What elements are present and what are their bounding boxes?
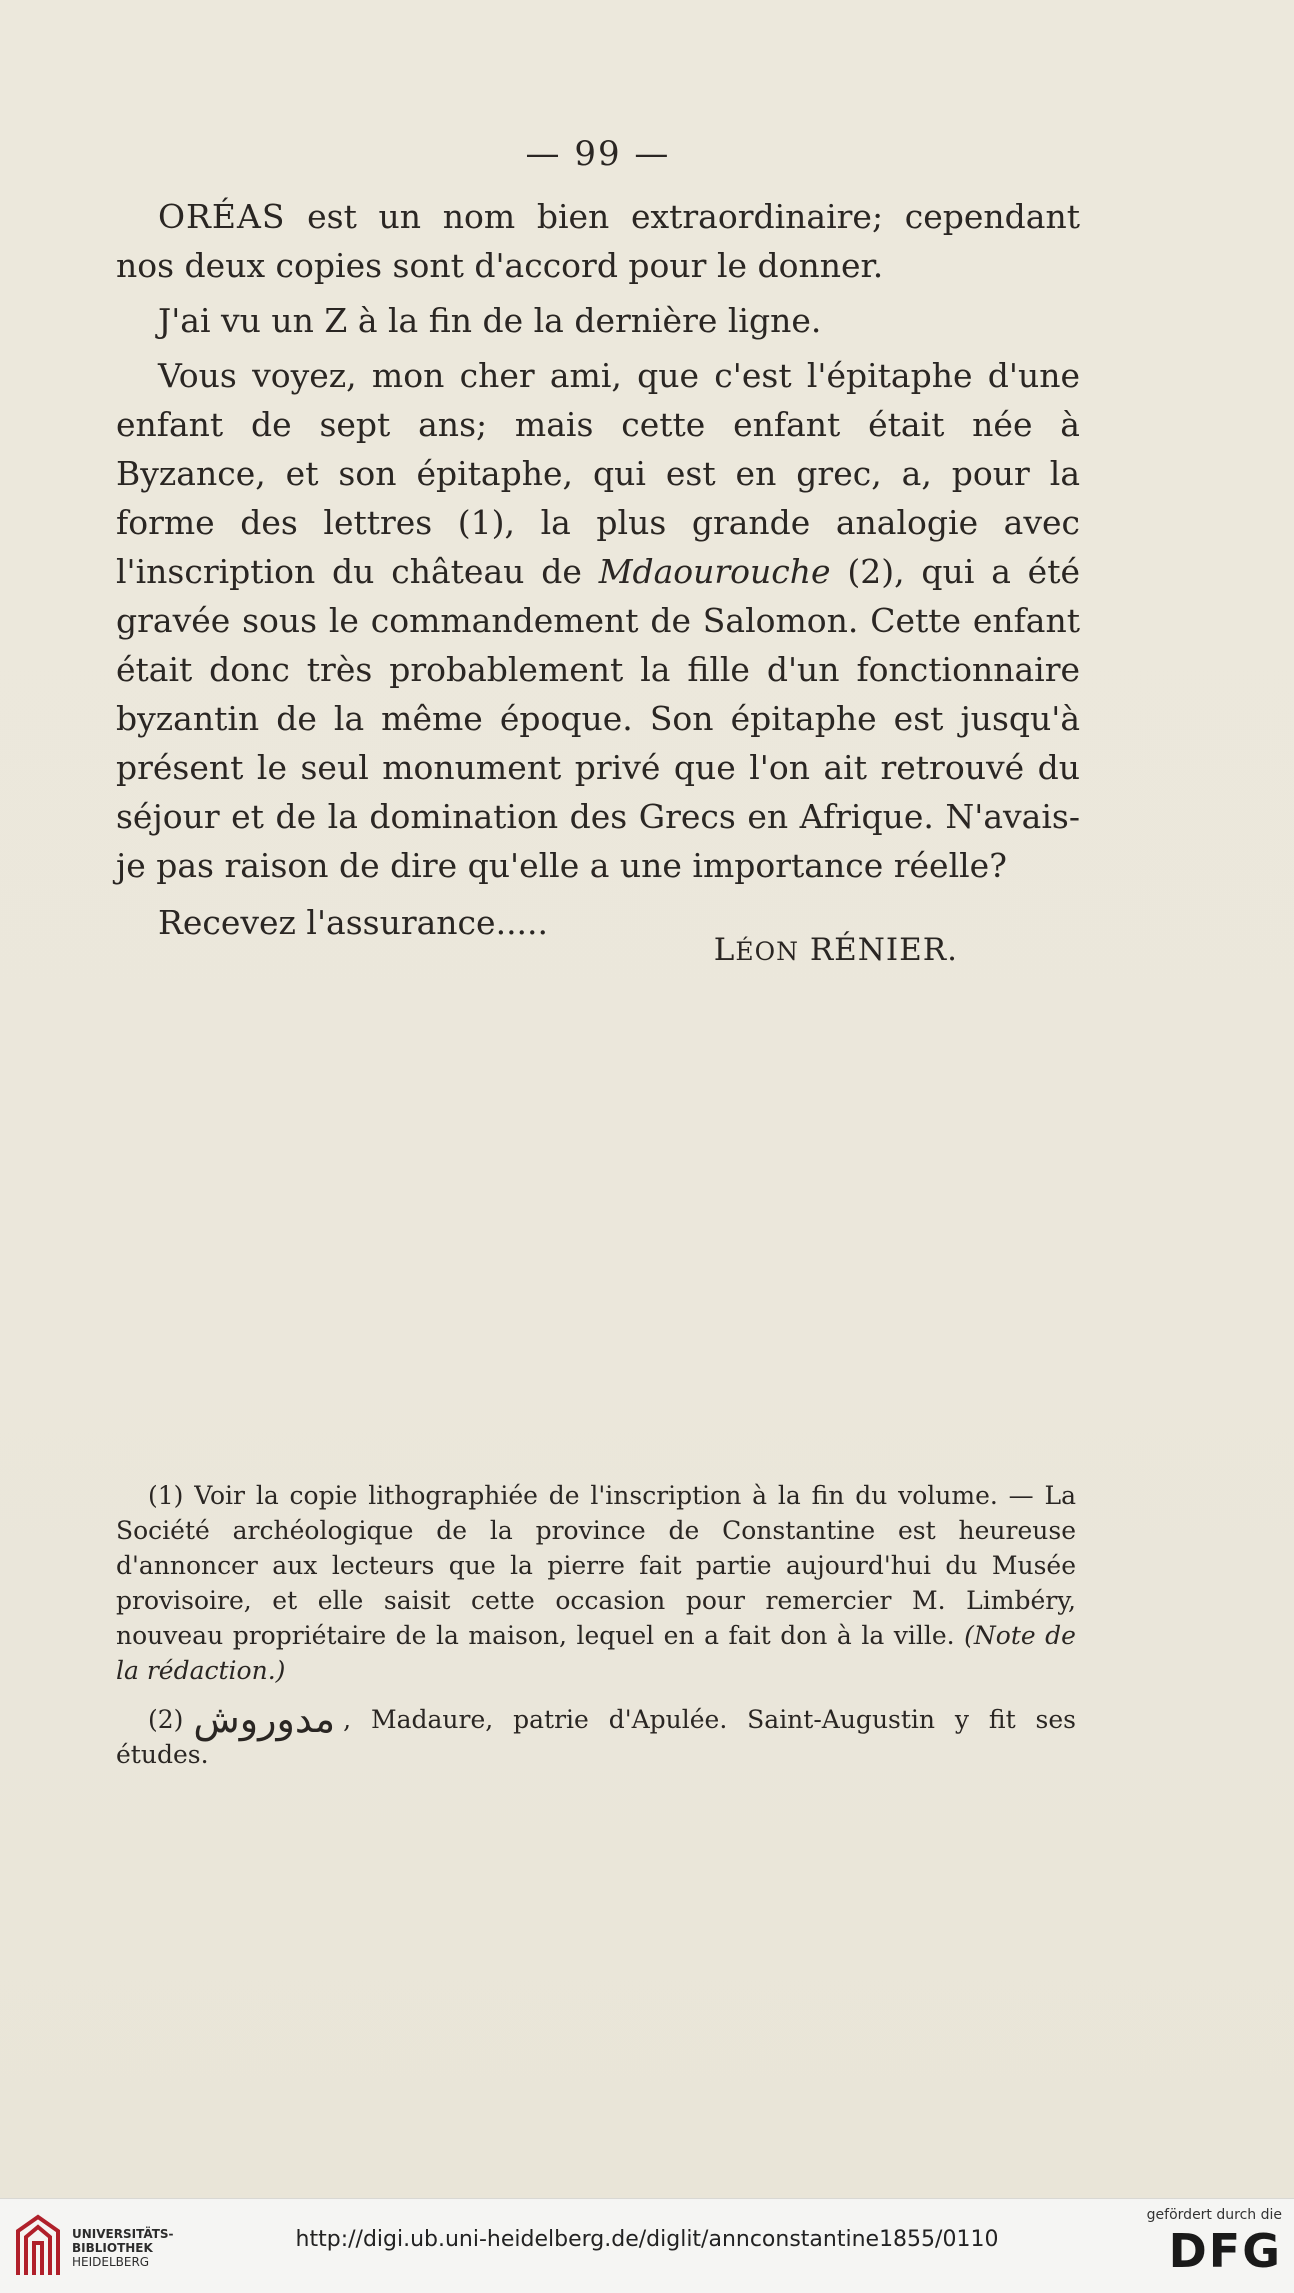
footnote-2-mark: (2) <box>148 1705 184 1734</box>
arabic-place-name: مدوروش <box>193 1697 336 1741</box>
signature-initial: L <box>713 932 736 968</box>
footnote-2 <box>116 1697 1076 1772</box>
paragraph-oreas <box>116 192 1080 290</box>
letter-body <box>116 192 1080 953</box>
footnote-1-note: (Note de la rédaction.) <box>116 1621 1076 1685</box>
paragraph-epitaph-part2: (2), qui a été gravée sous le commandement de Salomon. Cette enfant était donc très probablement la fille d'un fonctionnaire byzantin de la même époque. Son épitaphe est jusqu'à présent le seul monument privé que l'on ait retrouvé du séjour et de la domination des Grecs en Afrique. N'avais-je pas raison de dire qu'elle a une importance réelle? <box>116 552 1081 885</box>
dfg-logo: DFG <box>1168 2224 1282 2278</box>
footnote-1 <box>116 1478 1076 1688</box>
signature-last: RÉNIER. <box>809 932 958 968</box>
digitization-footer <box>0 2198 1294 2293</box>
permalink-url[interactable]: http://digi.ub.uni-heidelberg.de/diglit/annconstantine1855/0110 <box>295 2227 999 2252</box>
institution-line-1: UNIVERSITÄTS- <box>72 2227 174 2241</box>
signature <box>0 932 958 968</box>
funder-block <box>1142 2207 1282 2279</box>
funding-tagline: gefördert durch die <box>1146 2207 1282 2223</box>
closing-line: Recevez l'assurance..... <box>158 903 549 942</box>
oreas-word: ORÉAS <box>158 197 286 236</box>
place-name-mdaourouche: Mdaourouche <box>598 552 831 591</box>
paragraph-z: J'ai vu un Z à la fin de la dernière ligne. <box>158 301 822 340</box>
institution-line-2: BIBLIOTHEK <box>72 2241 153 2255</box>
footnote-1-mark: (1) <box>148 1481 184 1510</box>
footnote-1-text: Voir la copie lithographiée de l'inscription à la fin du volume. — La Société archéologique de la province de Constantine est heureuse d'annoncer aux lecteurs que la pierre fait partie aujourd'hui du Musée provisoire, et elle saisit cette occasion pour remercier M. Limbéry, nouveau propriétaire de la maison, lequel en a fait don à la ville. <box>116 1481 1076 1650</box>
paragraph-epitaph-part1: Vous voyez, mon cher ami, que c'est l'épitaphe d'une enfant de sept ans; mais cette enfant était née à Byzance, et son épitaphe, qui est en grec, a, pour la forme des lettres (1), la plus grande analogie avec l'inscription du château de <box>116 356 1080 591</box>
footnotes <box>116 1478 1076 1786</box>
footnote-2-text: , Madaure, patrie d'Apulée. Saint-Augustin y fit ses études. <box>116 1705 1076 1769</box>
paragraph-epitaph <box>116 351 1080 890</box>
page-number: — 99 — <box>525 134 671 174</box>
institution-line-3: HEIDELBERG <box>72 2255 150 2269</box>
signature-first-rest: ÉON <box>735 937 799 966</box>
paragraph-oreas-text: est un nom bien extraordinaire; cependant nos deux copies sont d'accord pour le donner. <box>116 197 1080 285</box>
